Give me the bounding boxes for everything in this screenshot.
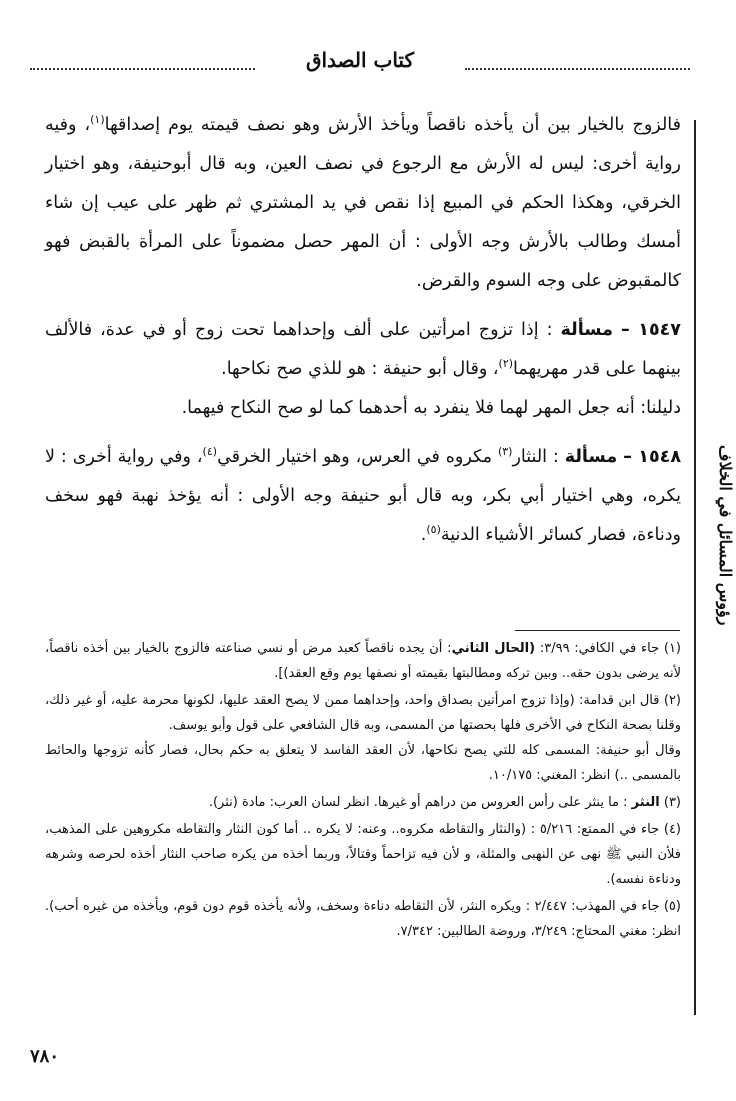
footnote-divider	[515, 630, 680, 631]
issue-number: ١٥٤٨ –	[623, 447, 682, 467]
footnote-marker: (٥)	[663, 899, 681, 914]
footnote-ref-1: (١)	[90, 113, 105, 127]
page-header	[30, 48, 690, 84]
paragraph-intro	[45, 106, 681, 301]
footnote-ref-5: (٥)	[426, 523, 441, 537]
issue-text: ، وفي رواية أخرى : لا يكره، وهي اختيار أبي بكر، وبه قال أبو حنيفة وجه الأولى : أنه يؤخذ نهبة فهو سخف ودناءة، فصار كسائر الأشياء الدنية	[45, 447, 681, 545]
footnote-marker: (٣)	[663, 795, 681, 810]
footnote-text: جاء في المهذب: ٢/٤٤٧ : ويكره النثر، لأن التقاطه دناءة وسخف، ولأنه يأخذه قوم دون قوم، ويأخذه من غيره أحب). انظر: مغني المحتاج: ٣/٢٤٩، وروضة الطالبين: ٧/٣٤٢.	[45, 899, 681, 939]
running-title: رؤوس المسائل في الخلاف	[716, 444, 735, 626]
footnote-text: قال ابن قدامة: (وإذا تزوج امرأتين بصداق واحد، وإحداهما ممن لا يصح العقد عليها، لكونها محرمة عليه، أو غير ذلك، وقلنا بصحة النكاح في الأخرى فلها بحصتها من المسمى، وبه قال الشافعي على قول وأبو يوسف.	[45, 693, 681, 733]
paragraph-text: ، وفيه رواية أخرى: ليس له الأرش مع الرجوع في نصف العين، وبه قال أبوحنيفة، وهو اختيار الخرقي، وهكذا الحكم في المبيع إذا نقص في يد المشتري ثم ظهر على عيب إن شاء أمسك وطالب بالأرش وجه الأولى : أن المهر حصل مضموناً على المرأة بالقبض فهو كالمقبوض على وجه السوم والقرض.	[45, 115, 681, 291]
footnote-text: : أن يجده ناقصاً كعبد مرض أو نسي صناعته فالزوج بالخيار بين أخذه ناقصاً، لأنه يرضى بدون حقه.. وبين تركه ومطالبتها بقيمته أو نصفها يوم وقع العقد)].	[45, 641, 681, 681]
footnote-bold: (الحال الثاني	[451, 641, 536, 656]
footnote-bold: النثر	[631, 795, 660, 810]
issue-text: .	[420, 525, 427, 545]
footnote-4	[45, 817, 681, 892]
issue-text: ، وقال أبو حنيفة : هو للذي صح نكاحها.	[221, 359, 499, 379]
issue-number: ١٥٤٧ –	[620, 320, 681, 340]
chapter-title: كتاب الصداق	[305, 48, 414, 72]
footnote-marker: (٤)	[663, 822, 681, 837]
main-text	[45, 106, 681, 565]
footnote-marker: (٢)	[663, 693, 681, 708]
footnote-text: جاء في الممتع: ٥/٢١٦ : (والنثار والتقاطه مكروه.. وعنه: لا يكره .. أما كون النثار والتقاطه مكروهين على المذهب، فلأن النبي ﷺ نهى عن النهبى والمثلة، و لأن فيه تزاحماً وقتالاً، وربما أخذه من يكره صاحب النثار أخذه لحرصه وشرهه ودناءة نفسه).	[45, 822, 681, 887]
footnote-1	[45, 636, 681, 686]
paragraph-text: فالزوج بالخيار بين أن يأخذه ناقصاً ويأخذ الأرش وهو نصف قيمته يوم إصداقها	[104, 115, 681, 135]
footnote-text: جاء في الكافي: ٣/٩٩:	[535, 641, 660, 656]
footnote-5	[45, 894, 681, 944]
footnote-ref-2: (٢)	[498, 357, 514, 371]
footnote-marker: (١)	[663, 641, 681, 656]
issue-label: مسألة	[564, 447, 618, 467]
issue-label: مسألة	[560, 320, 613, 340]
issue-1548	[45, 438, 681, 555]
issue-text: : إذا تزوج امرأتين على ألف وإحداهما تحت زوج أو في عدة، فالألف بينهما على قدر مهريهما	[45, 320, 681, 379]
footnote-ref-4: (٤)	[202, 445, 218, 459]
footnote-text: وقال أبو حنيفة: المسمى كله للتي يصح نكاحها، لأن العقد الفاسد لا يتعلق به حكم بحال، فصار كأنه تزوجها والحائط بالمسمى ..) انظر: المغني: ١٠/١٧٥.	[45, 743, 681, 783]
header-rule-right	[465, 68, 690, 70]
footnotes	[45, 636, 681, 946]
footnote-ref-3: (٣)	[497, 445, 513, 459]
footnote-text: : ما ينثر على رأس العروس من دراهم أو غيرها. انظر لسان العرب: مادة (نثر).	[208, 795, 628, 810]
issue-text: مكروه في العرس، وهو اختيار الخرقي	[217, 447, 498, 467]
footnote-2	[45, 688, 681, 788]
issue-1547	[45, 311, 681, 428]
issue-text: : النثار	[512, 447, 559, 467]
margin-rule	[694, 120, 696, 1015]
footnote-3	[45, 790, 681, 815]
issue-evidence: دليلنا: أنه جعل المهر لهما فلا ينفرد به أحدهما كما لو صح النكاح فيهما.	[181, 398, 681, 418]
page-number: ٧٨٠	[30, 1046, 60, 1067]
